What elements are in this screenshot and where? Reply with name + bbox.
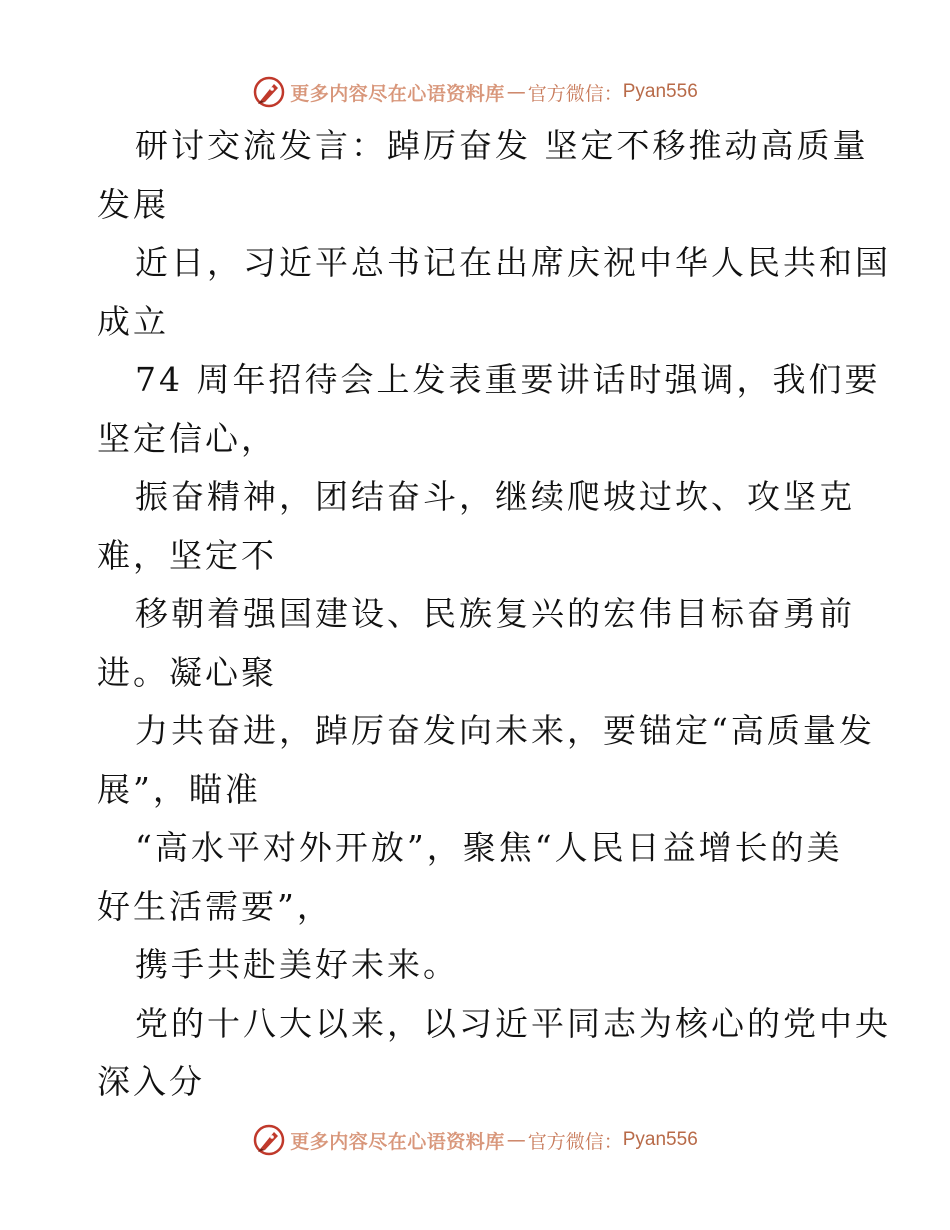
banner-text: 更多内容尽在心语资料库: [290, 1130, 505, 1153]
paragraph-title: [97, 117, 897, 234]
wechat-label: 官方微信：: [527, 82, 623, 105]
paragraph: [97, 585, 897, 702]
paragraph-line: “高水平对外开放”，聚焦“人民日益增长的美: [135, 828, 843, 867]
paragraph: [97, 936, 897, 995]
paragraph-line: 成立: [97, 301, 169, 341]
paragraph: [97, 351, 897, 468]
pen-nib-logo-icon: [252, 75, 286, 109]
banner-dash: —: [506, 1129, 526, 1151]
paragraph: [97, 995, 897, 1112]
paragraph-line: 振奋精神，团结奋斗，继续爬坡过坎、攻坚克: [135, 477, 855, 516]
paragraph-line: 好生活需要”，: [97, 886, 333, 926]
pen-nib-logo-icon: [252, 1123, 286, 1157]
paragraph-line: 进。凝心聚: [97, 652, 277, 692]
paragraph-line: 携手共赴美好未来。: [135, 945, 459, 984]
wechat-id: Pyan556: [622, 81, 698, 102]
wechat-label: 官方微信：: [527, 1130, 623, 1153]
paragraph-line: 发展: [97, 184, 169, 224]
paragraph: [97, 819, 897, 936]
paragraph-line: 深入分: [97, 1062, 205, 1101]
paragraph-line: 坚定信心，: [97, 418, 277, 458]
paragraph-line: 党的十八大以来，以习近平同志为核心的党中央: [135, 1003, 891, 1043]
paragraph: [97, 234, 897, 351]
paragraph-line: 近日，习近平总书记在出席庆祝中华人民共和国: [135, 243, 891, 282]
paragraph: [97, 702, 897, 819]
paragraph-line: 研讨交流发言：踔厉奋发 坚定不移推动高质量: [135, 126, 869, 165]
paragraph-line: 力共奋进，踔厉奋发向未来，要锚定“高质量发: [135, 711, 875, 750]
footer-banner: [0, 1118, 950, 1162]
banner-dash: —: [506, 81, 526, 103]
header-banner: [0, 70, 950, 114]
paragraph-line: 移朝着强国建设、民族复兴的宏伟目标奋勇前: [135, 594, 855, 633]
document-body: [97, 117, 897, 1112]
paragraph-line: 展”，瞄准: [97, 769, 261, 809]
paragraph-line: 74 周年招待会上发表重要讲话时强调，我们要: [135, 360, 881, 399]
paragraph: [97, 468, 897, 585]
banner-text: 更多内容尽在心语资料库: [290, 82, 505, 105]
wechat-id: Pyan556: [622, 1129, 698, 1150]
paragraph-line: 难，坚定不: [97, 535, 277, 575]
